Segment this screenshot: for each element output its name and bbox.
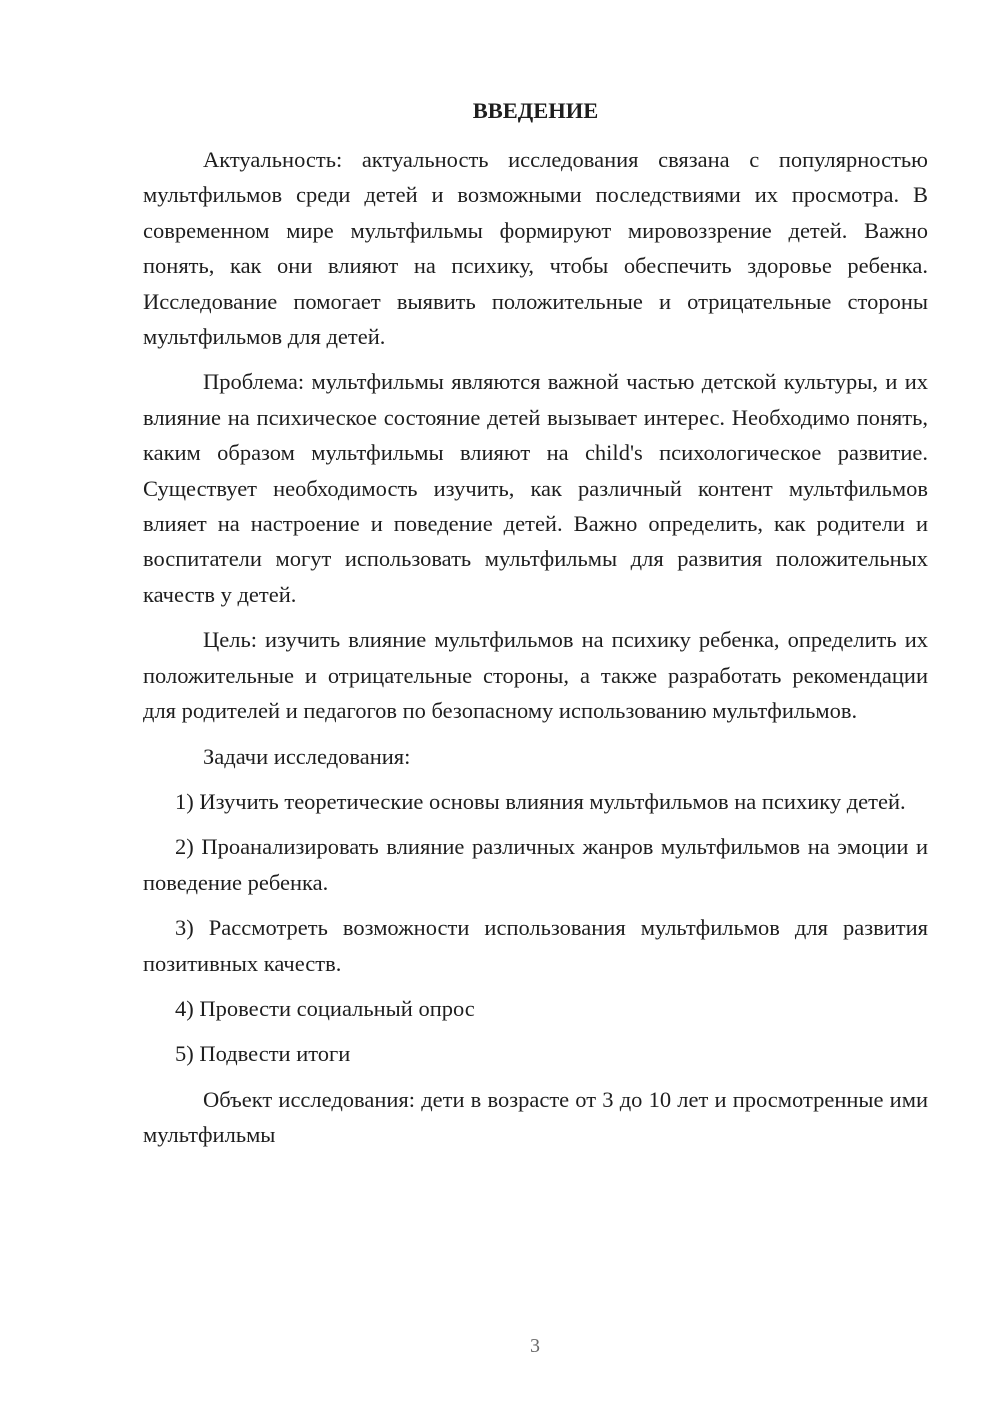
page-title: ВВЕДЕНИЕ [472,98,599,123]
tasks-heading: Задачи исследования: [203,743,411,769]
task-item: 2) Проанализировать влияние различных жанров мультфильмов на эмоции и поведение ребенка. [143,834,928,895]
page-number: 3 [530,1335,540,1357]
problem-paragraph: Проблема: мультфильмы являются важной частью детской культуры, и их влияние на психическое состояние детей вызывает интерес. Необходимо понять, каким образом мультфильмы влияют на child's психологическое развитие. Существует необходимость изучить, как различный контент мультфильмов влияет на настроение и поведение детей. Важно определить, как родители и воспитатели могут использовать мультфильмы для развития положительных качеств у детей. [143,369,928,607]
goal-paragraph: Цель: изучить влияние мультфильмов на психику ребенка, определить их положительные и отрицательные стороны, а также разработать рекомендации для родителей и педагогов по безопасному использованию мультфильмов. [143,627,928,724]
document-body [143,93,928,1163]
relevance-paragraph: Актуальность: актуальность исследования связана с популярностью мультфильмов среди детей и возможными последствиями их просмотра. В современном мире мультфильмы формируют мировоззрение детей. Важно понять, как они влияют на психику, чтобы обеспечить здоровье ребенка. Исследование помогает выявить положительные и отрицательные стороны мультфильмов для детей. [143,147,928,350]
task-item: 5) Подвести итоги [175,1041,351,1067]
object-paragraph: Объект исследования: дети в возрасте от 3 до 10 лет и просмотренные ими мультфильмы [143,1086,928,1148]
task-item: 4) Провести социальный опрос [175,995,475,1021]
task-item: 3) Рассмотреть возможности использования мультфильмов для развития позитивных качеств. [143,915,928,976]
task-item: 1) Изучить теоретические основы влияния мультфильмов на психику детей. [175,788,906,814]
